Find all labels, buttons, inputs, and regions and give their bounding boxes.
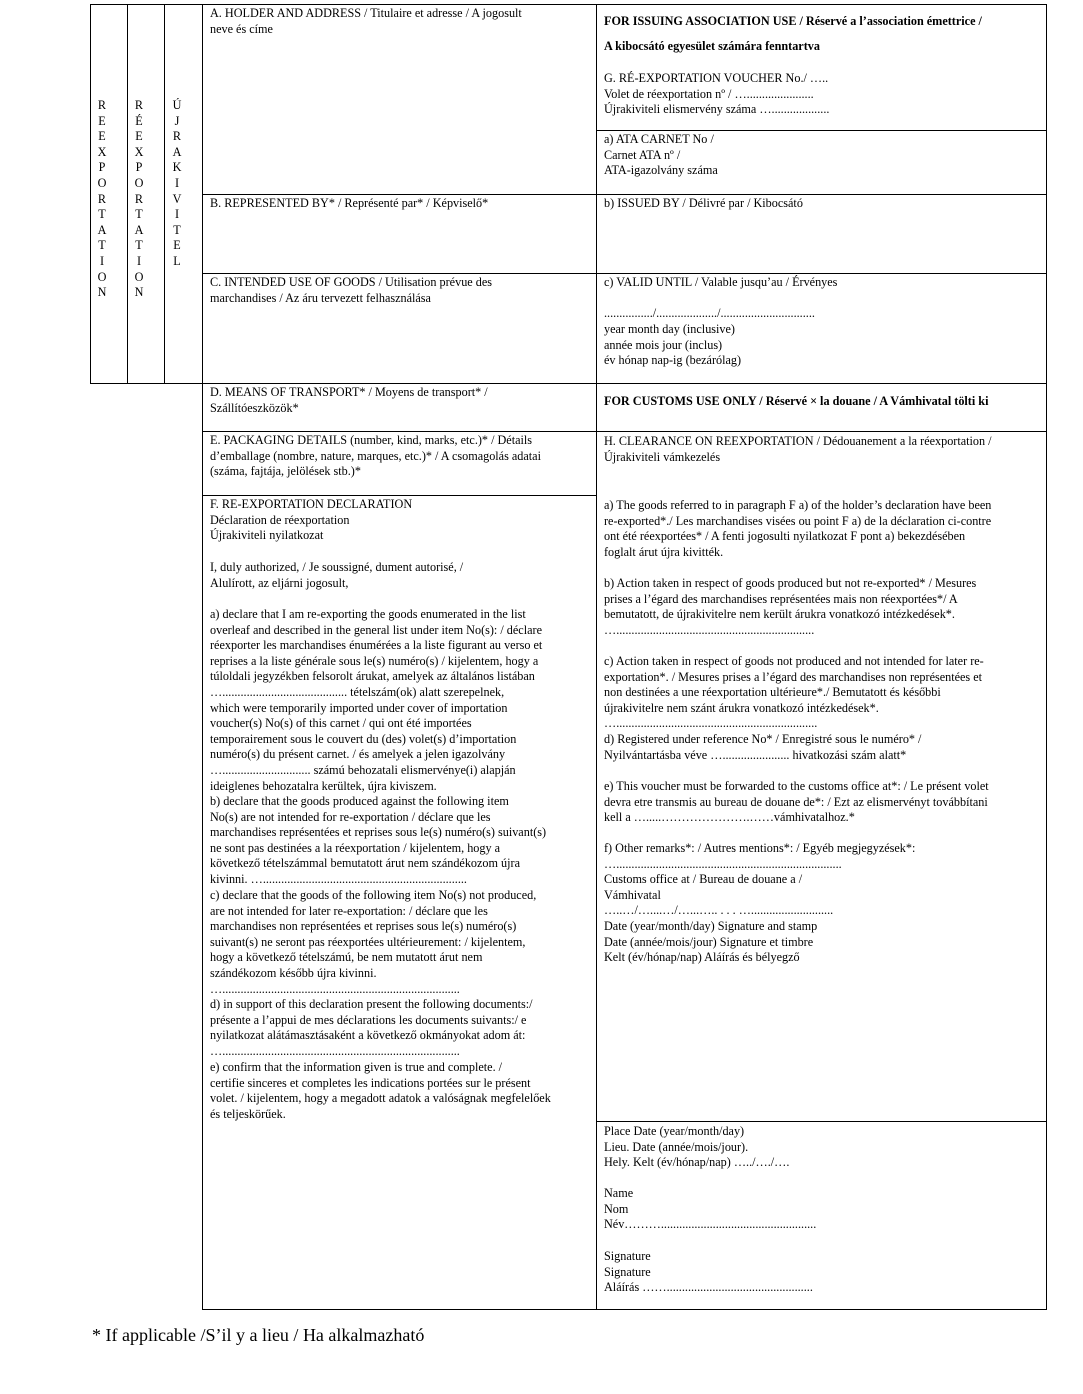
name-line: Name Nom Név………...................................................	[604, 1186, 817, 1232]
vertical-letter: É	[135, 113, 143, 128]
section-f-heading: F. RE-EXPORTATION DECLARATION Déclaration de réexportation Újrakiviteli nyilatkozat	[210, 497, 413, 543]
vertical-letter: E	[98, 113, 106, 128]
section-f-item-d: d) in support of this declaration present the following documents:/ présente a l’appui de mes déclarations les documents suivants:/ e nyilatkozat alátámasztásaként a következő okmányokat adom át: …..............................................................................	[210, 997, 533, 1058]
customs-title: FOR CUSTOMS USE ONLY / Réservé × la douane / A Vámhivatal tölti ki	[604, 394, 989, 408]
section-f-item-a: a) declare that I am re-exporting the goods enumerated in the list overleaf and described in the general list under item No(s): / déclare réexporter les marchandises énumérées a la liste figurant au verso et reprises a la liste générale sous le(s) numéro(s) / kijelentem, hogy a túloldali jegyzékben felsorolt árukat, amelyek az általános listában …......................................... tételszám(ok) alatt szerepelnek, which were temporarily imported under cover of importation voucher(s) No(s) of this carnet / qui ont été importées temporairement sous le couvert du (des) volet(s) d’importation numéro(s) du présent carnet. / és amelyek a jelen igazolvány …............................. számú behozatali elismervénye(i) alapján ideiglenes behozatalra kerültek, újra kiviszem.	[210, 607, 543, 793]
vertical-letter: E	[173, 238, 181, 253]
vertical-letter: E	[98, 129, 106, 144]
vertical-letter: R	[134, 98, 144, 112]
issuing-title-1: FOR ISSUING ASSOCIATION USE / Réservé a l’association émettrice /	[604, 14, 982, 28]
vertical-letter: T	[173, 222, 181, 237]
vertical-letter: I	[99, 253, 105, 268]
vertical-text-reexportation	[92, 98, 112, 301]
section-f-item-c: c) declare that the goods of the following item No(s) not produced, are not intended for later re-exportation: / déclare que les marchandises non représentées et reprises sous le(s) numéro(s) suivant(s) ne seront pas réexportées ultérieurement: / kijelentem, hogy a következő tételszámú, be nem mutatott árut nem szándékozom később újra kivinni. …..............................................................................	[210, 888, 537, 996]
valid-until-label: c) VALID UNTIL / Valable jusqu’au / Érvényes	[604, 275, 838, 289]
customs-item-a: a) The goods referred to in paragraph F a) of the holder’s declaration have been re-exported*./ Les marchandises visées ou point F a) de la déclaration ci-contre ont été réexportées* / A fenti jogosulti nyilatkozat F pont a) bekezdésében foglalt árut újra kivitték.	[604, 498, 992, 559]
vertical-letter: T	[98, 238, 106, 253]
vertical-letter: J	[174, 113, 180, 128]
ata-carnet-label: a) ATA CARNET No / Carnet ATA nº / ATA-igazolvány száma	[604, 132, 718, 178]
footnote: * If applicable /S’il y a lieu / Ha alkalmazható	[92, 1325, 425, 1345]
vertical-letter: Ú	[172, 98, 182, 112]
valid-until-legend: year month day (inclusive) année mois jour (inclus) év hónap nap-ig (bezárólag)	[604, 322, 742, 368]
section-f-item-b: b) declare that the goods produced against the following item No(s) are not intended for re-exportation / déclare que les marchandises représentées et reprises sous le(s) numéro(s) suivant(s) ne sont pas destinées a la réexportation / kijelentem, hogy a következő tételszámmal bemutatott árut nem szándékozom újra kivinni. …...................................................................	[210, 794, 547, 886]
vertical-letter: K	[172, 160, 182, 175]
vertical-letter: O	[134, 269, 144, 284]
vertical-letter: O	[97, 175, 107, 190]
section-f-intro: I, duly authorized, / Je soussigné, dument autorisé, / Alulírott, az eljárni jogosult,	[210, 560, 464, 590]
customs-item-e: e) This voucher must be forwarded to the customs office at*: / Le présent volet devra etre transmis au bureau de douane de*: / Ezt az elismervényt továbbítani kell a ….....………………….……vámhivatalhoz.*	[604, 779, 989, 825]
customs-item-f: f) Other remarks*: / Autres mentions*: / Egyéb megjegyzések*: ….......................................................................... Customs office at / Bureau de douane a / Vámhivatal …..…/…....…/…...….. . . . …........................... Date (year/month/day) Signature and stamp Date (année/mois/jour) Signature et timbre Kelt (év/hónap/nap) Aláírás és bélyegző	[604, 841, 916, 965]
section-h-clearance: H. CLEARANCE ON REEXPORTATION / Dédouanement a la réexportation / Újrakiviteli vámkezelés	[604, 434, 992, 464]
vertical-text-ujrakivitel	[167, 98, 187, 270]
vertical-letter: T	[98, 207, 106, 222]
section-g-voucher: G. RÉ-EXPORTATION VOUCHER No./ ….. Volet de réexportation nº / …...................... Újrakiviteli elismervény száma …...................	[604, 71, 830, 117]
vertical-letter: I	[174, 207, 180, 222]
vertical-letter: T	[135, 207, 143, 222]
vertical-letter: O	[97, 269, 107, 284]
customs-item-d: d) Registered under reference No* / Enregistré sous le numéro* / Nyilvántartásba véve …...................... hivatkozási szám alatt*	[604, 732, 922, 762]
vertical-letter: N	[97, 285, 107, 300]
vertical-letter: P	[135, 160, 143, 175]
vertical-letter: R	[134, 191, 144, 206]
customs-item-b: b) Action taken in respect of goods produced but not re-exported* / Mesures prises a l’égard des marchandises représentées mais non réexportées*/ A bemutatott, de újrakivitelre nem került árukra vonatkozó intézkedések*. ….................................................................	[604, 576, 977, 637]
vertical-letter: I	[174, 175, 180, 190]
vertical-text-reexportation-fr	[129, 98, 149, 301]
valid-until-dots: ................/..................../...............................	[604, 306, 815, 320]
vertical-letter: E	[135, 129, 143, 144]
signature-line: Signature Signature Aláírás ……................................................	[604, 1249, 813, 1295]
vertical-letter: O	[134, 175, 144, 190]
vertical-letter: X	[134, 144, 144, 159]
section-e-label: E. PACKAGING DETAILS (number, kind, marks, etc.)* / Détails d’emballage (nombre, nature, marques, etc.)* / A csomagolás adatai (száma, fajtája, jelölések stb.)*	[210, 433, 541, 479]
section-f-item-e: e) confirm that the information given is true and complete. / certifie sinceres et completes les indications portées sur le présent volet. / kijelentem, hogy a megadott adatok a valóságnak megfelelőek és teljeskörűek.	[210, 1060, 551, 1121]
vertical-letter: A	[172, 144, 182, 159]
vertical-letter: L	[173, 253, 181, 268]
section-b-label: B. REPRESENTED BY* / Représenté par* / Képviselő*	[210, 196, 489, 210]
vertical-letter: I	[136, 253, 142, 268]
place-date: Place Date (year/month/day) Lieu. Date (année/mois/jour). Hely. Kelt (év/hónap/nap) …../…./….	[604, 1124, 790, 1170]
issuing-title-2: A kibocsátó egyesület számára fenntartva	[604, 39, 820, 53]
section-c-label: C. INTENDED USE OF GOODS / Utilisation prévue des marchandises / Az áru tervezett felhasználása	[210, 275, 492, 305]
vertical-letter: R	[97, 98, 107, 112]
section-a-label: A. HOLDER AND ADDRESS / Titulaire et adresse / A jogosult neve és címe	[210, 6, 522, 36]
section-d-label: D. MEANS OF TRANSPORT* / Moyens de transport* / Szállítóeszközök*	[210, 385, 488, 415]
vertical-letter: T	[135, 238, 143, 253]
customs-item-c: c) Action taken in respect of goods not produced and not intended for later re- exportation*. / Mesures prises a l’égard des marchandises non représentées et non destinées a une réexportation ultérieure*./ Bemutatott és későbbi újrakivitelre nem szánt árukra vonatkozó intézkedések*. …..................................................................	[604, 654, 984, 731]
vertical-letter: V	[172, 191, 182, 206]
issued-by-label: b) ISSUED BY / Délivré par / Kibocsátó	[604, 196, 803, 210]
vertical-letter: X	[97, 144, 107, 159]
vertical-letter: A	[97, 222, 107, 237]
vertical-letter: A	[134, 222, 144, 237]
vertical-letter: N	[134, 285, 144, 300]
vertical-letter: R	[172, 129, 182, 144]
vertical-letter: P	[98, 160, 106, 175]
vertical-letter: R	[97, 191, 107, 206]
